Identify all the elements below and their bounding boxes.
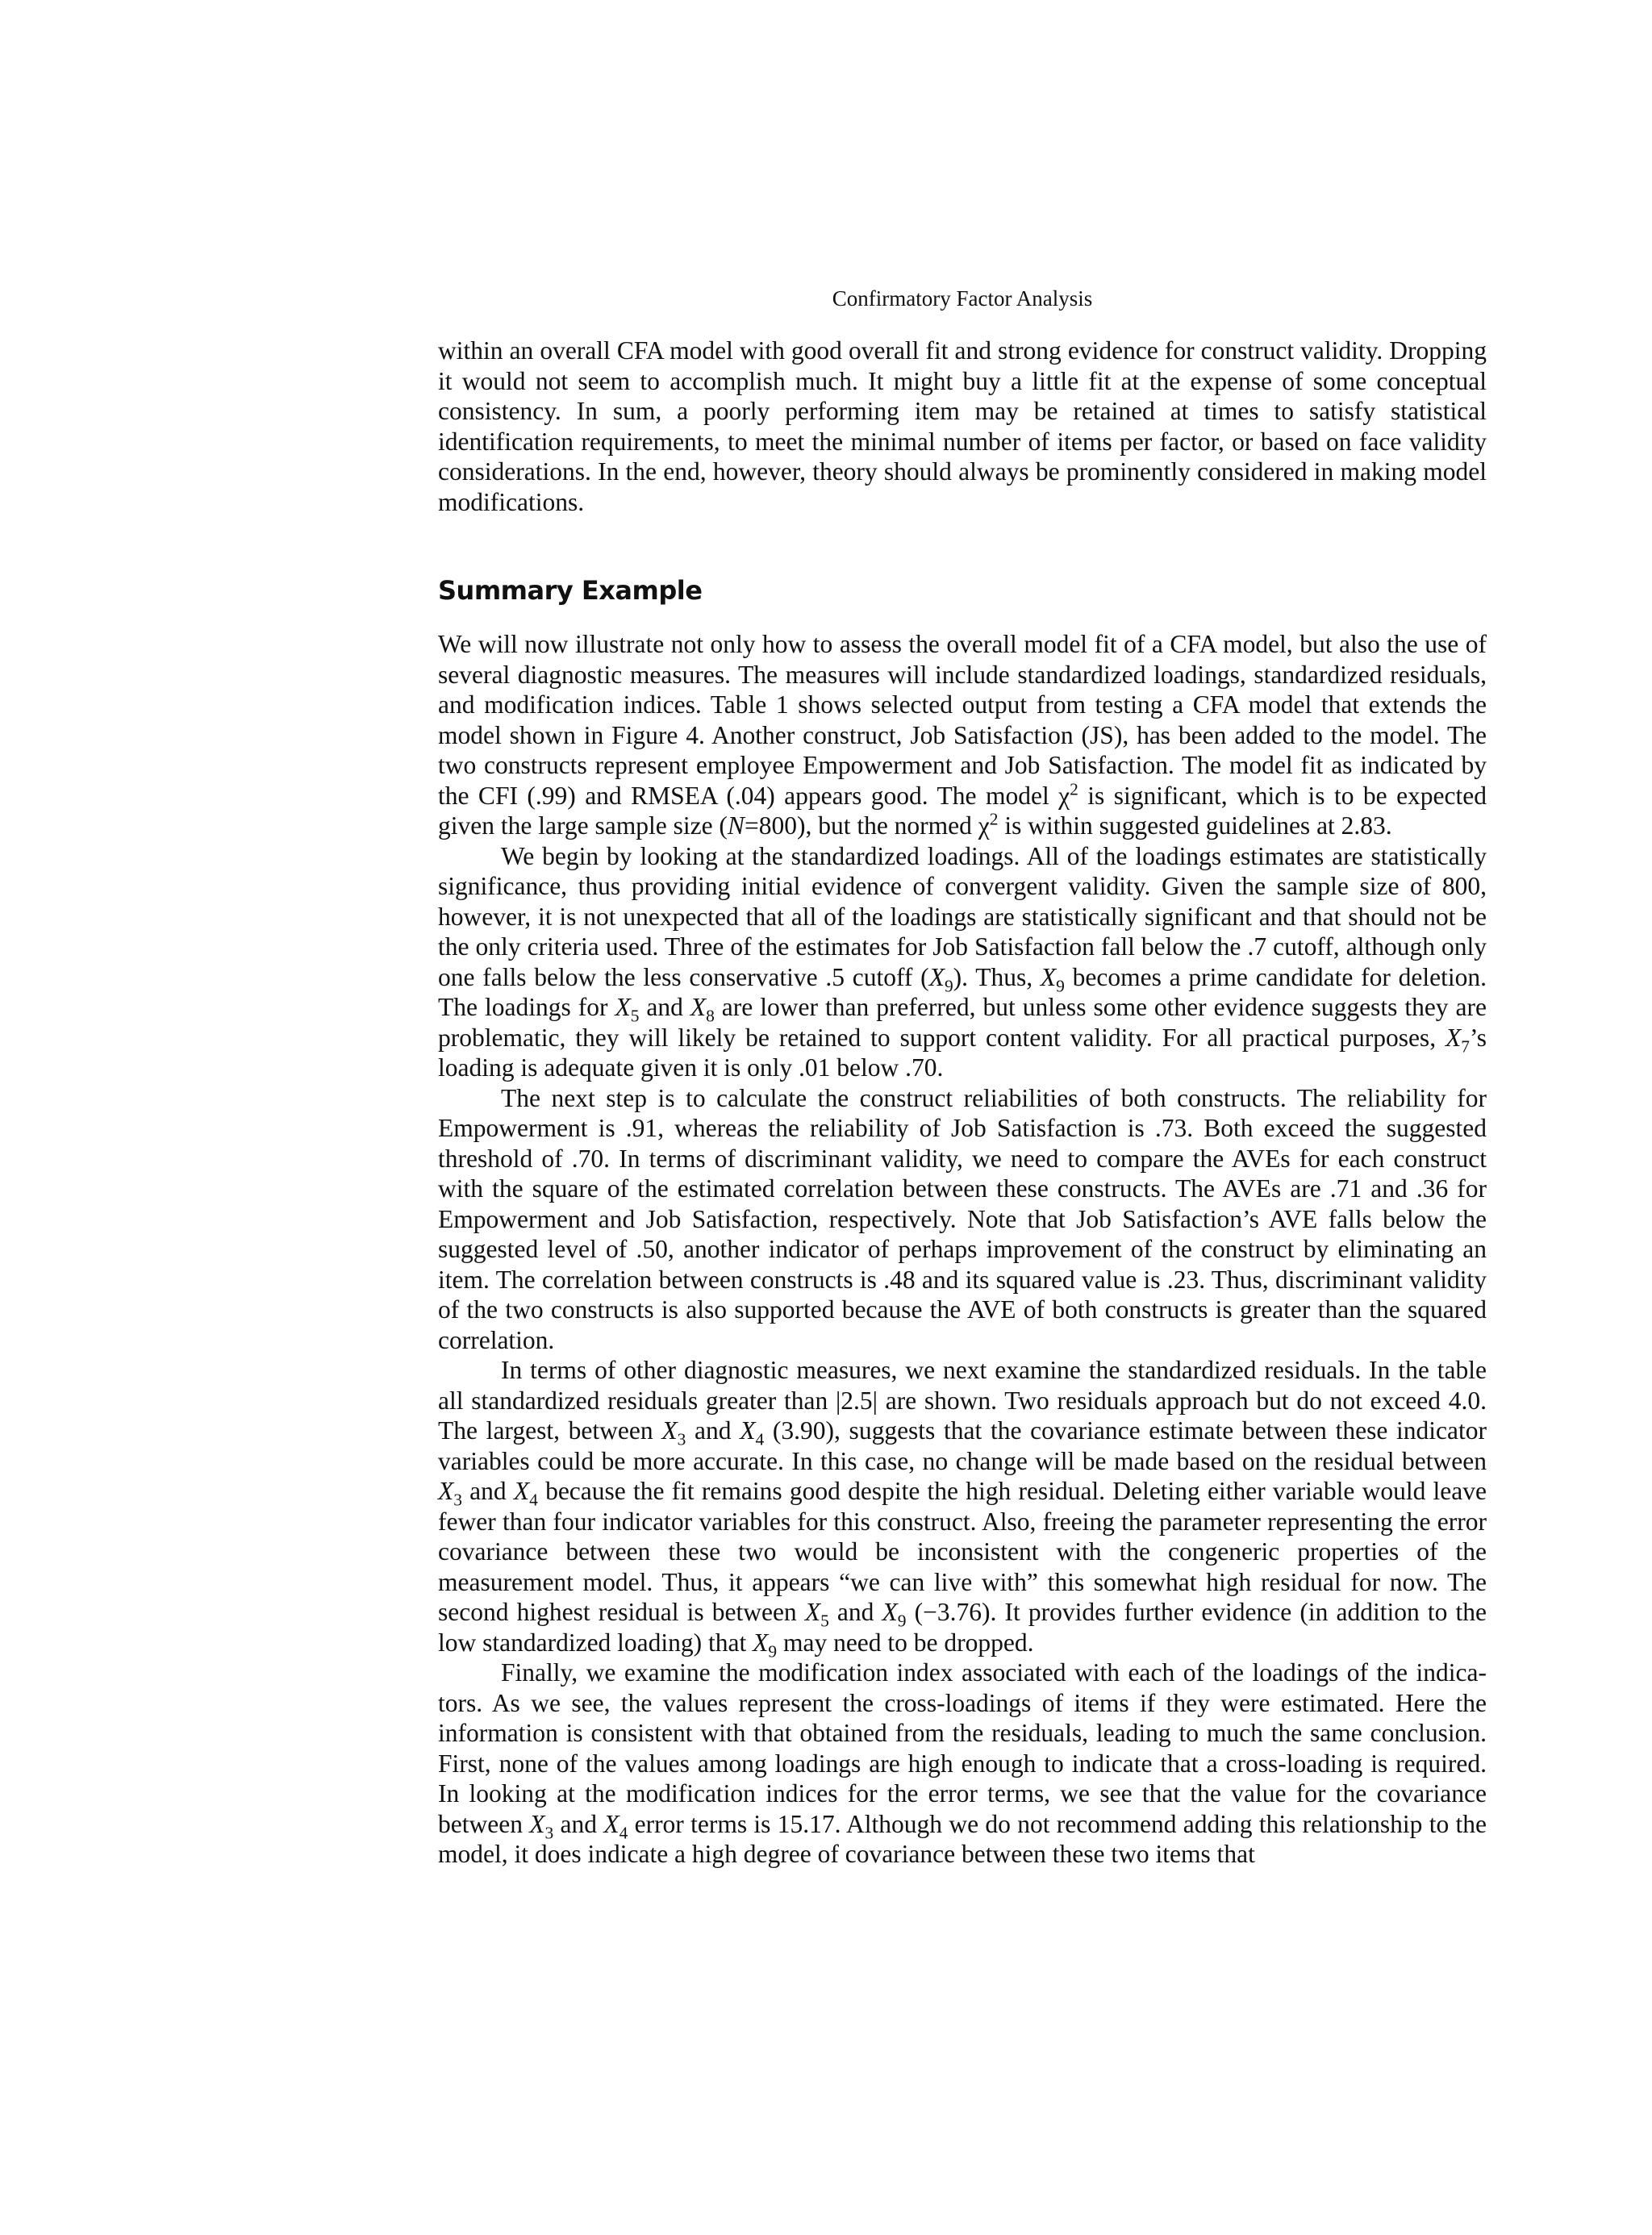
paragraph-reliability: The next step is to calculate the construct reliabilities of both constructs. The reliability for Empowerment is .91, whereas the reliability of Job Satisfaction is .73. Both exceed the suggested threshold of .70. In terms of discriminant validity, we need to compare the AVEs for each construct with the square of the estimated correlation between these constructs. The AVEs are .71 and .36 for Empowerment and Job Satisfaction, respectively. Note that Job Satisfaction’s AVE falls below the suggested level of .50, another indicator of perhaps improvement of the construct by eliminating an item. The correlation between constructs is .48 and its squared value is .23. Thus, discriminant validity of the two constructs is also supported because the AVE of both constructs is greater than the squared correlation.: [438, 1083, 1487, 1354]
paragraph-model-fit: We will now illustrate not only how to assess the overall model fit of a CFA model, but also the use of several diagnostic measures. The measures will include standardized loadings, standardized residuals, and modification indices. Table 1 shows selected output from testing a CFA model that extends the model shown in Figure 4. Another construct, Job Satisfaction (JS), has been added to the model. The two constructs represent employee Empowerment and Job Satisfaction. The model fit as indicated by the CFI (.99) and RMSEA (.04) appears good. The model $\chi^2$ is significant, which is to be expected given the large sample size (N=800), but the normed $\chi^2$ is within suggested guidelines at 2.83.: [438, 630, 1487, 840]
intro-text: [438, 336, 1487, 517]
running-head: Confirmatory Factor Analysis: [832, 286, 1093, 311]
document-page: [438, 0, 1487, 2235]
chi-symbol: χ: [1058, 781, 1070, 810]
paragraph-loadings: We begin by looking at the standardized loadings. All of the loadings estimates are statistically significance, thus providing initial evidence of convergent validity. Given the sample size of 800, however, it is not unexpected that all of the loadings are statistically significant and that should not be the only criteria used. Three of the estimates for Job Satisfaction fall below the .7 cutoff, although only one falls below the less conservative .5 cutoff $(X_9)$. Thus, $X_9$ becomes a prime candidate for deletion. The loadings for $X_5$ and $X_8$ are lower than preferred, but unless some other evidence suggests they are problematic, they will likely be retained to support content validity. For all practical purposes, $X_7’s$ loading is adequate given it is only .01 below .70.: [438, 841, 1487, 1082]
paragraph-residuals: In terms of other diagnostic measures, we next examine the standardized residuals. In the table all standardized residuals greater than |2.5| are shown. Two residuals approach but do not exceed 4.0. The largest, between $X_3$ and $X_4$ (3.90), suggests that the covariance estimate between these indicator variables could be more accurate. In this case, no change will be made based on the residual between $X_3$ and $X_4$ because the fit remains good despite the high residual. Deleting either variable would leave fewer than four indicator variables for this construct. Also, freeing the parameter representing the error covariance between these two would be inconsistent with the congeneric properties of the measurement model. Thus, it appears “we can live with” this somewhat high residual for now. The second highest residual is between $X_5$ and $X_9$ (−3.76). It provides further evidence (in addition to the low standardized loading) that $X_9$ may need to be dropped.: [438, 1356, 1487, 1661]
intro-paragraph: within an overall CFA model with good overall fit and strong evidence for construct validity. Dropping it would not seem to accomplish much. It might buy a little fit at the expense of some conceptual consistency. In sum, a poorly performing item may be retained at times to satisfy statistical identification requirements, to meet the minimal number of items per factor, or based on face validity considerations. In the end, however, theory should always be prominently considered in making model modifications.: [438, 336, 1487, 516]
chi-symbol: χ: [978, 811, 990, 840]
section-body: [438, 629, 1487, 1870]
section-heading: Summary Example: [438, 575, 703, 606]
paragraph-modification-indices: Finally, we examine the modification index associated with each of the loadings of the indicators. As we see, the values represent the cross-loadings of items if they were estimated. Here the information is consistent with that obtained from the residuals, leading to much the same conclusion. First, none of the values among loadings are high enough to indicate that a cross-loading is required. In looking at the modification indices for the error terms, we see that the value for the covariance between $X_3$ and $X_4$ error terms is 15.17. Although we do not recommend adding this relationship to the model, it does indicate a high degree of covariance between these two items that: [438, 1658, 1487, 1868]
